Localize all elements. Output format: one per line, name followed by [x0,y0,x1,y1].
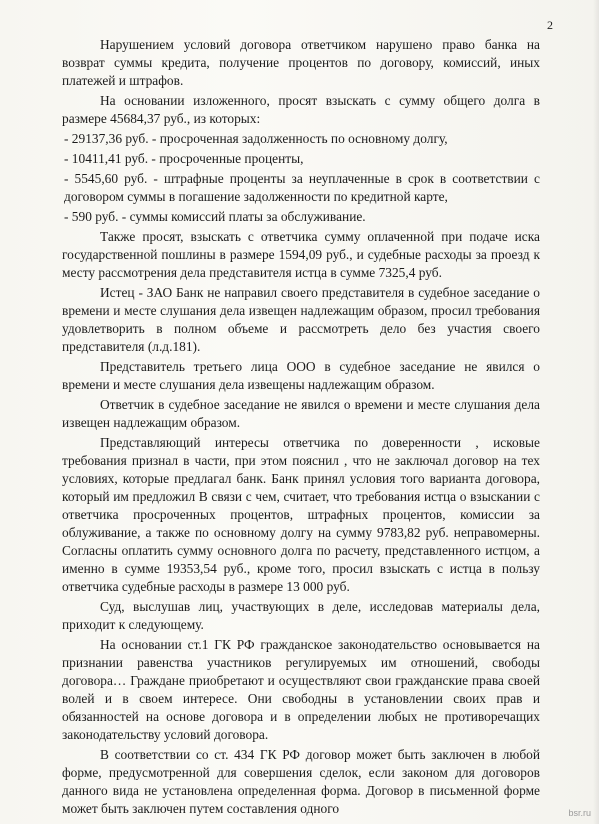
list-item-2: - 10411,41 руб. - просроченные проценты, [64,151,304,166]
paragraph-10: В соответствии со ст. 434 ГК РФ договор может быть заключен в любой форме, предусмотренной для совершения сделок, если законом для договоров данного вида не установлена определенная форма. Договор в письменной форме может быть заключен путем составления одного [62,747,540,816]
paragraph-3: Также просят, взыскать с ответчика сумму оплаченной при подаче иска государственной пошлины в размере 1594,09 руб., и судебные расходы за проезд к месту рассмотрения дела представителя истца в сумме 7325,4 руб. [62,229,540,280]
paragraph-9: На основании ст.1 ГК РФ гражданское законодательство основывается на признании равенства участников регулируемых им отношений, свободы договора… Граждане приобретают и осуществляют свои гражданские права своей волей и в своем интересе. Они свободны в установлении своих прав и обязанностей на основе договора и в определении любых не противоречащих законодательству условий договора. [62,637,540,742]
list-item-3: - 5545,60 руб. - штрафные проценты за неуплаченные в срок в соответствии с договором суммы в погашение задолженности по кредитной карте, [64,171,540,204]
paragraph-6: Ответчик в судебное заседание не явился о времени и месте слушания дела извещен надлежащим образом. [62,397,540,430]
list-item-1: - 29137,36 руб. - просроченная задолженность по основному долгу, [64,131,448,146]
paragraph-5: Представитель третьего лица ООО в судебное заседание не явился о времени и месте слушания дела извещены надлежащим образом. [62,359,540,392]
paragraph-7: Представляющий интересы ответчика по доверенности , исковые требования признал в части, при этом пояснил , что не заключал договор на тех условиях, которые предлагал банк. Банк принял условия того варианта договора, который им предложил В связи с чем, считает, что требования истца о взыскании с ответчика просроченных процентов, штрафных процентов, комиссии за облуживание, а также по основному долгу на сумму 9783,82 руб. неправомерны. Согласны оплатить сумму основного долга по расчету, представленного истцом, а именно в сумме 19353,54 руб., кроме того, просил взыскать с истца в пользу ответчика судебные расходы в размере 13 000 руб. [62,435,540,594]
paragraph-8: Суд, выслушав лиц, участвующих в деле, исследовав материалы дела, приходит к следующему. [62,599,540,632]
paragraph-1: Нарушением условий договора ответчиком нарушено право банка на возврат суммы кредита, получение процентов по договору, комиссий, иных платежей и штрафов. [62,37,540,88]
scan-edge-shadow [593,0,599,824]
paragraph-4: Истец - ЗАО Банк не направил своего представителя в судебное заседание о времени и месте слушания дела извещен надлежащим образом, просил требования удовлетворить в полном объеме и рассмотреть дело без участия своего представителя (л.д.181). [62,285,540,354]
paragraph-2: На основании изложенного, просят взыскать с сумму общего долга в размере 45684,37 руб., из которых: [62,93,540,126]
document-body [62,36,540,820]
page-number: 2 [547,18,553,32]
list-item-4: - 590 руб. - суммы комиссий платы за обслуживание. [64,209,366,224]
watermark: bsr.ru [568,808,591,818]
